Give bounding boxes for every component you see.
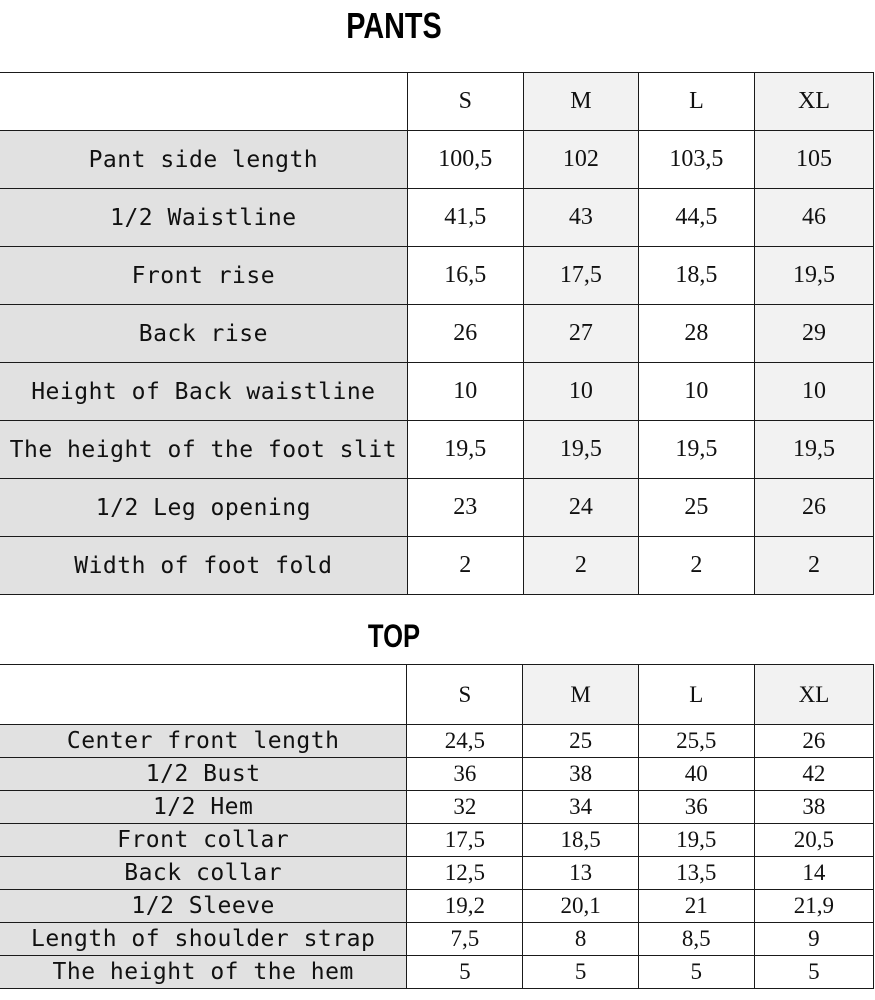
pants-size-header: L	[638, 73, 754, 131]
top-cell: 40	[638, 758, 754, 791]
top-cell: 5	[523, 956, 638, 989]
pants-cell: 2	[638, 537, 754, 595]
top-size-header: S	[407, 665, 523, 725]
pants-cell: 44,5	[638, 189, 754, 247]
top-row-label: 1/2 Hem	[0, 791, 407, 824]
top-cell: 20,5	[754, 824, 873, 857]
top-cell: 5	[754, 956, 873, 989]
pants-row-label: The height of the foot slit	[0, 421, 407, 479]
top-cell: 34	[523, 791, 638, 824]
top-row-label: Front collar	[0, 824, 407, 857]
top-cell: 5	[407, 956, 523, 989]
top-cell: 8	[523, 923, 638, 956]
pants-row	[0, 537, 874, 595]
pants-cell: 2	[523, 537, 638, 595]
pants-size-header: M	[523, 73, 638, 131]
pants-cell: 17,5	[523, 247, 638, 305]
pants-cell: 26	[407, 305, 523, 363]
pants-row	[0, 305, 874, 363]
pants-cell: 102	[523, 131, 638, 189]
top-cell: 19,2	[407, 890, 523, 923]
top-cell: 25,5	[638, 725, 754, 758]
pants-cell: 19,5	[407, 421, 523, 479]
pants-cell: 25	[638, 479, 754, 537]
top-cell: 25	[523, 725, 638, 758]
top-row	[0, 857, 874, 890]
pants-cell: 24	[523, 479, 638, 537]
top-row-label: 1/2 Bust	[0, 758, 407, 791]
top-cell: 13	[523, 857, 638, 890]
pants-row	[0, 247, 874, 305]
top-cell: 19,5	[638, 824, 754, 857]
pants-cell: 19,5	[638, 421, 754, 479]
top-row	[0, 791, 874, 824]
top-cell: 18,5	[523, 824, 638, 857]
top-row-label: Center front length	[0, 725, 407, 758]
pants-cell: 29	[755, 305, 874, 363]
top-row-label: 1/2 Sleeve	[0, 890, 407, 923]
pants-size-header: S	[407, 73, 523, 131]
pants-cell: 18,5	[638, 247, 754, 305]
top-cell: 38	[523, 758, 638, 791]
top-cell: 42	[754, 758, 873, 791]
top-row	[0, 923, 874, 956]
pants-row-label: 1/2 Waistline	[0, 189, 407, 247]
top-size-header: L	[638, 665, 754, 725]
top-cell: 20,1	[523, 890, 638, 923]
top-cell: 21	[638, 890, 754, 923]
pants-row-label: Front rise	[0, 247, 407, 305]
pants-cell: 26	[755, 479, 874, 537]
top-header-row	[0, 665, 874, 725]
top-title: TOP	[367, 618, 421, 654]
pants-header-blank	[0, 73, 407, 131]
pants-cell: 2	[407, 537, 523, 595]
pants-row	[0, 189, 874, 247]
pants-cell: 23	[407, 479, 523, 537]
pants-cell: 46	[755, 189, 874, 247]
top-cell: 13,5	[638, 857, 754, 890]
pants-cell: 10	[407, 363, 523, 421]
pants-row	[0, 131, 874, 189]
top-cell: 36	[638, 791, 754, 824]
pants-cell: 10	[755, 363, 874, 421]
pants-cell: 103,5	[638, 131, 754, 189]
pants-cell: 27	[523, 305, 638, 363]
top-row	[0, 824, 874, 857]
pants-row-label: Back rise	[0, 305, 407, 363]
top-row-label: Length of shoulder strap	[0, 923, 407, 956]
top-size-header: XL	[754, 665, 873, 725]
top-cell: 26	[754, 725, 873, 758]
pants-cell: 41,5	[407, 189, 523, 247]
pants-cell: 16,5	[407, 247, 523, 305]
top-cell: 38	[754, 791, 873, 824]
top-cell: 7,5	[407, 923, 523, 956]
top-row	[0, 725, 874, 758]
top-row-label: The height of the hem	[0, 956, 407, 989]
top-row	[0, 890, 874, 923]
top-cell: 21,9	[754, 890, 873, 923]
pants-size-header: XL	[755, 73, 874, 131]
top-size-table	[0, 664, 874, 989]
pants-row	[0, 479, 874, 537]
top-cell: 32	[407, 791, 523, 824]
pants-cell: 10	[523, 363, 638, 421]
pants-cell: 43	[523, 189, 638, 247]
pants-row-label: Height of Back waistline	[0, 363, 407, 421]
pants-cell: 105	[755, 131, 874, 189]
top-row	[0, 956, 874, 989]
top-size-header: M	[523, 665, 638, 725]
top-cell: 9	[754, 923, 873, 956]
top-cell: 5	[638, 956, 754, 989]
top-cell: 24,5	[407, 725, 523, 758]
pants-cell: 19,5	[755, 421, 874, 479]
pants-row-label: 1/2 Leg opening	[0, 479, 407, 537]
top-row	[0, 758, 874, 791]
pants-cell: 19,5	[523, 421, 638, 479]
top-cell: 36	[407, 758, 523, 791]
pants-cell: 19,5	[755, 247, 874, 305]
top-cell: 8,5	[638, 923, 754, 956]
top-cell: 14	[754, 857, 873, 890]
top-cell: 12,5	[407, 857, 523, 890]
top-row-label: Back collar	[0, 857, 407, 890]
pants-header-row	[0, 73, 874, 131]
pants-cell: 2	[755, 537, 874, 595]
pants-row-label: Pant side length	[0, 131, 407, 189]
pants-row	[0, 421, 874, 479]
pants-cell: 100,5	[407, 131, 523, 189]
pants-size-table	[0, 72, 874, 595]
top-cell: 17,5	[407, 824, 523, 857]
top-header-blank	[0, 665, 407, 725]
pants-cell: 28	[638, 305, 754, 363]
pants-cell: 10	[638, 363, 754, 421]
pants-row-label: Width of foot fold	[0, 537, 407, 595]
pants-row	[0, 363, 874, 421]
pants-title: PANTS	[346, 5, 442, 46]
